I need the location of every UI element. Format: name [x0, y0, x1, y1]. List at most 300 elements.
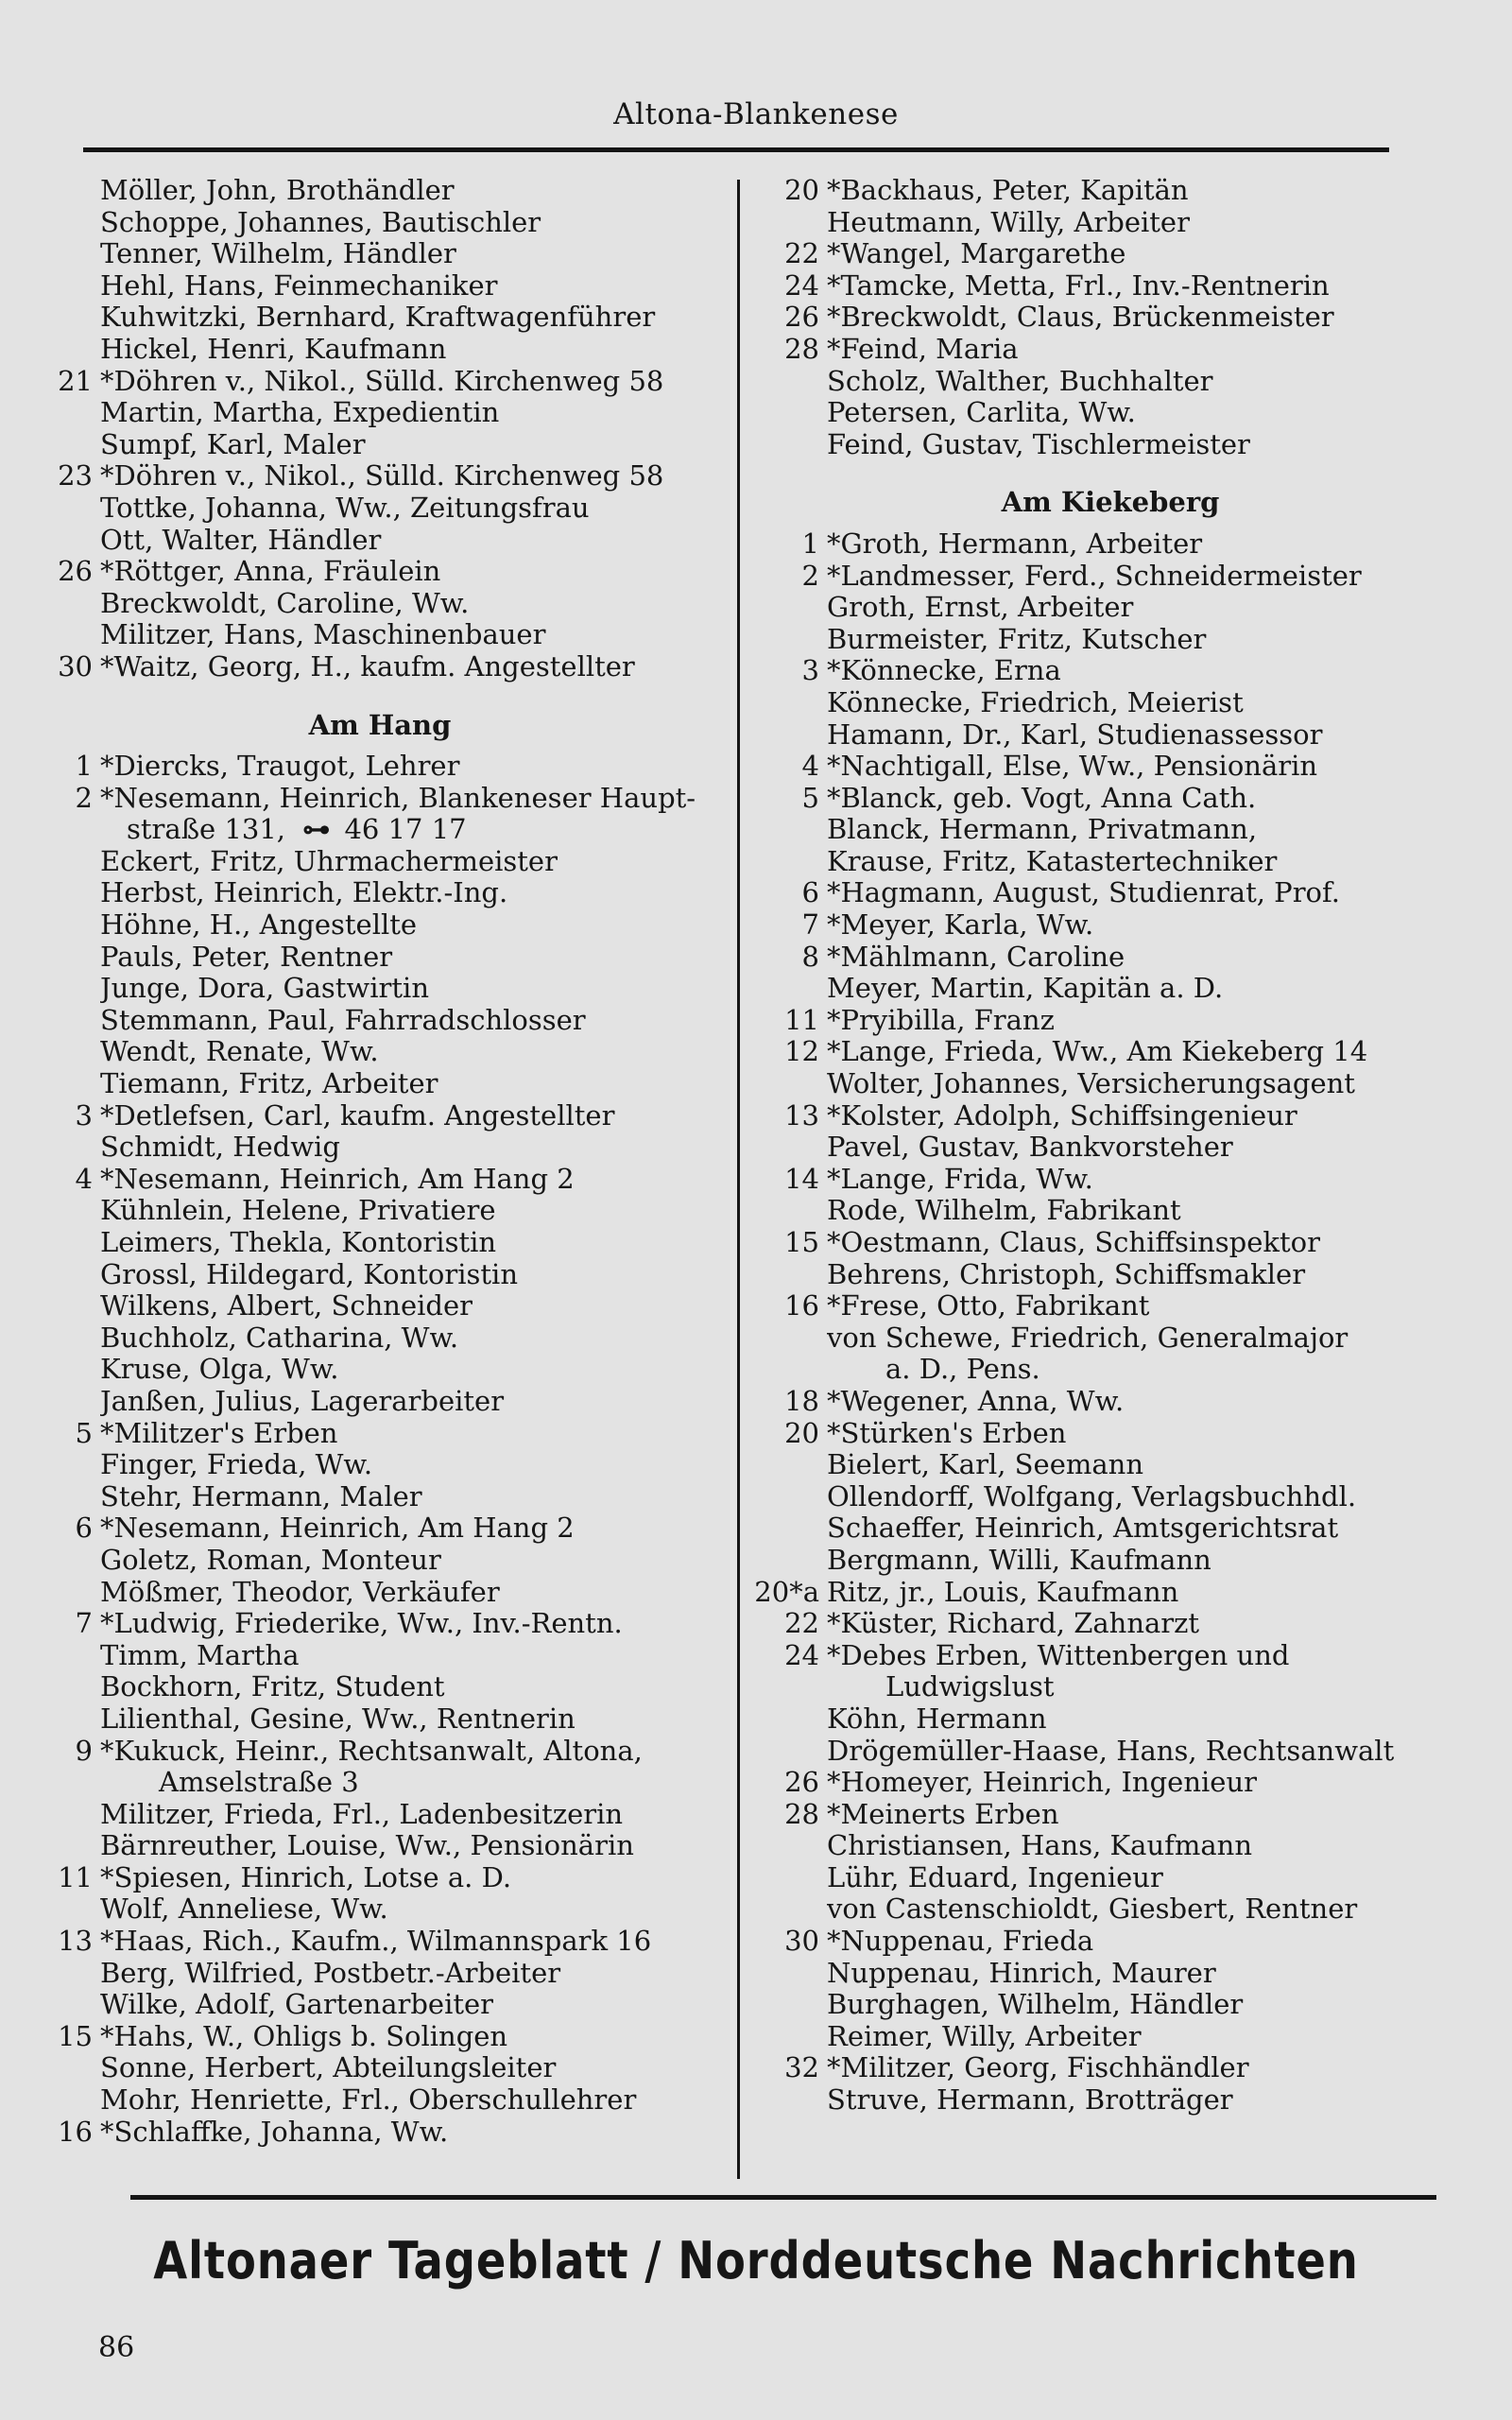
resident-text: Timm, Martha	[100, 1639, 300, 1671]
resident-text: *Hahs, W., Ohligs b. Solingen	[100, 2020, 508, 2052]
resident-text: *Röttger, Anna, Fräulein	[100, 556, 441, 588]
resident-text: *Blanck, geb. Vogt, Anna Cath.	[827, 782, 1257, 814]
resident-text: Sumpf, Karl, Maler	[100, 428, 366, 460]
house-number	[751, 429, 827, 461]
list-item	[751, 2052, 1469, 2084]
house-number	[751, 1958, 827, 1990]
resident-text: Nuppenau, Hinrich, Maurer	[827, 1957, 1216, 1989]
list-item	[49, 302, 711, 334]
resident-text: *Nuppenau, Frieda	[827, 1926, 1094, 1958]
house-number	[49, 1227, 100, 1259]
list-item	[49, 1703, 711, 1736]
resident-text: Wilke, Adolf, Gartenarbeiter	[100, 1989, 494, 2021]
resident-text: Mohr, Henriette, Frl., Oberschullehrer	[100, 2084, 637, 2117]
house-number	[751, 1481, 827, 1513]
list-item	[49, 207, 711, 239]
house-number	[751, 1068, 827, 1100]
list-item	[751, 1259, 1469, 1291]
house-number	[751, 1671, 827, 1703]
house-number: 22	[784, 1607, 819, 1640]
list-item	[751, 1068, 1469, 1100]
list-item	[49, 1767, 711, 1799]
resident-text: Ritz, jr., Louis, Kaufmann	[827, 1576, 1179, 1608]
house-number: 5	[801, 781, 819, 814]
resident-text: Höhne, H., Angestellte	[100, 909, 418, 942]
house-number	[49, 1354, 100, 1386]
resident-text: Sonne, Herbert, Abteilungsleiter	[100, 2052, 557, 2084]
resident-text: Buchholz, Catharina, Ww.	[100, 1322, 459, 1354]
house-number	[49, 334, 100, 366]
list-item	[751, 1671, 1469, 1703]
list-item	[751, 2021, 1469, 2053]
house-number	[751, 1703, 827, 1736]
house-number	[751, 1132, 827, 1164]
house-number	[751, 1322, 827, 1355]
list-item	[751, 397, 1469, 429]
house-number	[49, 1259, 100, 1291]
resident-text: Schoppe, Johannes, Bautischler	[100, 206, 541, 238]
list-item	[49, 1989, 711, 2021]
house-number	[49, 1799, 100, 1831]
resident-text: Hickel, Henri, Kaufmann	[100, 333, 447, 365]
house-number: 13	[58, 1925, 93, 1958]
resident-text: *Hagmann, August, Studienrat, Prof.	[827, 877, 1340, 909]
list-item	[751, 1926, 1469, 1958]
list-item	[49, 270, 711, 302]
house-number: 24	[784, 268, 819, 302]
resident-text: Christiansen, Hans, Kaufmann	[827, 1830, 1253, 1862]
house-number	[49, 1449, 100, 1481]
left-column	[49, 175, 711, 2148]
list-item	[751, 1418, 1469, 1450]
house-number	[49, 175, 100, 207]
resident-text: Ott, Walter, Händler	[100, 524, 382, 556]
list-item	[751, 1100, 1469, 1132]
list-item	[49, 942, 711, 974]
house-number	[49, 1703, 100, 1736]
list-item	[751, 1449, 1469, 1481]
resident-text: Kuhwitzki, Bernhard, Kraftwagenführer	[100, 302, 656, 334]
house-number: 16	[58, 2115, 93, 2148]
list-item	[751, 1862, 1469, 1894]
resident-text: Wolter, Johannes, Versicherungsagent	[827, 1068, 1355, 1100]
resident-text: Hamann, Dr., Karl, Studienassessor	[827, 718, 1323, 751]
resident-text: Bergmann, Willi, Kaufmann	[827, 1544, 1211, 1576]
resident-text: *Feind, Maria	[827, 333, 1019, 365]
house-number	[49, 942, 100, 974]
house-number: 22	[784, 237, 819, 270]
house-number	[751, 1830, 827, 1862]
house-number	[751, 2021, 827, 2053]
house-number	[751, 1545, 827, 1577]
house-number: 18	[784, 1384, 819, 1417]
resident-text: Feind, Gustav, Tischlermeister	[827, 428, 1250, 460]
list-item	[751, 1132, 1469, 1164]
list-item	[49, 909, 711, 942]
address-continuation: straße 131,	[127, 814, 286, 846]
list-item	[49, 1958, 711, 1990]
resident-text: Blanck, Hermann, Privatmann,	[827, 814, 1258, 846]
list-item	[49, 1893, 711, 1926]
list-item	[751, 366, 1469, 398]
list-item	[49, 814, 711, 846]
list-item	[751, 1640, 1469, 1672]
list-item	[751, 655, 1469, 687]
left-entries-c	[49, 846, 711, 2148]
house-number	[49, 1290, 100, 1322]
resident-text: Scholz, Walther, Buchhalter	[827, 365, 1213, 397]
house-number: 21	[58, 364, 93, 397]
resident-text: Bielert, Karl, Seemann	[827, 1449, 1144, 1481]
resident-text: Grossl, Hildegard, Kontoristin	[100, 1258, 519, 1290]
resident-text: Bockhorn, Fritz, Student	[100, 1671, 445, 1703]
resident-text: *Könnecke, Erna	[827, 655, 1061, 687]
house-number	[49, 238, 100, 270]
resident-text: Kruse, Olga, Ww.	[100, 1354, 339, 1386]
house-number	[751, 397, 827, 429]
list-item	[49, 1227, 711, 1259]
house-number	[751, 624, 827, 656]
list-item	[751, 814, 1469, 846]
left-entries-a	[49, 175, 711, 683]
resident-text: *Nachtigall, Else, Ww., Pensionärin	[827, 751, 1318, 783]
list-item	[751, 207, 1469, 239]
resident-text: a. D., Pens.	[885, 1354, 1040, 1386]
list-item	[49, 1449, 711, 1481]
resident-text: *Meinerts Erben	[827, 1798, 1059, 1830]
house-number: 20*a	[754, 1575, 819, 1608]
house-number: 2	[801, 559, 819, 592]
resident-text: Amselstraße 3	[159, 1767, 359, 1799]
house-number	[751, 1449, 827, 1481]
resident-text: *Mählmann, Caroline	[827, 941, 1125, 973]
list-item	[49, 1545, 711, 1577]
resident-text: Leimers, Thekla, Kontoristin	[100, 1227, 497, 1258]
footer-rule	[130, 2195, 1436, 2200]
list-item	[49, 973, 711, 1005]
house-number	[751, 1736, 827, 1768]
resident-text: Pauls, Peter, Rentner	[100, 941, 393, 973]
resident-text: Tiemann, Fritz, Arbeiter	[100, 1068, 438, 1100]
resident-text: Behrens, Christoph, Schiffsmakler	[827, 1258, 1306, 1290]
list-item	[751, 1322, 1469, 1355]
house-number	[49, 1640, 100, 1672]
resident-text: Stemmann, Paul, Fahrradschlosser	[100, 1004, 586, 1036]
page-header-title: Altona-Blankenese	[613, 97, 899, 131]
resident-text: Heutmann, Willy, Arbeiter	[827, 206, 1190, 238]
house-number	[49, 909, 100, 942]
resident-text: Struve, Hermann, Brotträger	[827, 2084, 1233, 2117]
house-number	[49, 302, 100, 334]
house-number: 5	[75, 1416, 93, 1449]
list-item	[751, 1703, 1469, 1736]
house-number: 8	[801, 940, 819, 973]
page-number: 86	[98, 2331, 135, 2364]
list-item	[49, 397, 711, 429]
resident-text: *Breckwoldt, Claus, Brückenmeister	[827, 302, 1334, 334]
resident-text: Petersen, Carlita, Ww.	[827, 397, 1136, 429]
house-number	[49, 1830, 100, 1862]
resident-text: *Waitz, Georg, H., kaufm. Angestellter	[100, 650, 635, 683]
list-item	[751, 783, 1469, 815]
list-item	[751, 1830, 1469, 1862]
resident-text: Lühr, Eduard, Ingenieur	[827, 1861, 1163, 1893]
house-number	[49, 1958, 100, 1990]
house-number: 11	[58, 1860, 93, 1893]
list-item	[49, 1608, 711, 1640]
house-number: 15	[58, 2019, 93, 2052]
resident-text: Schaeffer, Heinrich, Amtsgerichtsrat	[827, 1512, 1339, 1545]
resident-text: Wolf, Anneliese, Ww.	[100, 1893, 388, 1926]
resident-text: Berg, Wilfried, Postbetr.-Arbeiter	[100, 1957, 561, 1989]
house-number	[751, 814, 827, 846]
list-item	[49, 366, 711, 398]
list-item	[751, 1227, 1469, 1259]
list-item	[751, 719, 1469, 752]
list-item	[751, 1290, 1469, 1322]
resident-text: *Militzer's Erben	[100, 1417, 338, 1449]
house-number: 1	[801, 527, 819, 560]
list-item	[49, 1481, 711, 1513]
resident-text: *Wangel, Margarethe	[827, 238, 1126, 270]
list-item	[49, 238, 711, 270]
resident-text-continuation	[100, 814, 711, 846]
resident-text: *Döhren v., Nikol., Sülld. Kirchenweg 58	[100, 365, 664, 397]
resident-text: Wendt, Renate, Ww.	[100, 1036, 379, 1068]
resident-text: *Schlaffke, Johanna, Ww.	[100, 2116, 449, 2148]
house-number: 30	[784, 1925, 819, 1958]
resident-text: Militzer, Frieda, Frl., Ladenbesitzerin	[100, 1798, 624, 1830]
list-item	[49, 556, 711, 588]
list-item	[751, 624, 1469, 656]
right-entries-a	[751, 175, 1469, 460]
house-number	[49, 2084, 100, 2117]
list-item	[751, 909, 1469, 942]
resident-text: Bärnreuther, Louise, Ww., Pensionärin	[100, 1830, 634, 1862]
house-number	[751, 1354, 827, 1386]
house-number: 23	[58, 459, 93, 493]
house-number	[751, 1195, 827, 1227]
house-number: 13	[784, 1098, 819, 1132]
house-number	[751, 592, 827, 624]
resident-text: Drögemüller-Haase, Hans, Rechtsanwalt	[827, 1735, 1395, 1767]
list-item	[751, 1736, 1469, 1768]
resident-text: von Schewe, Friedrich, Generalmajor	[827, 1322, 1349, 1354]
right-column	[751, 175, 1469, 2117]
house-number	[49, 1386, 100, 1418]
list-item	[49, 1132, 711, 1164]
house-number	[49, 877, 100, 909]
house-number	[49, 493, 100, 525]
list-item	[751, 751, 1469, 783]
house-number	[751, 207, 827, 239]
resident-text: Kühnlein, Helene, Privatiere	[100, 1195, 496, 1227]
list-item	[49, 877, 711, 909]
house-number: 4	[801, 750, 819, 783]
resident-text: von Castenschioldt, Giesbert, Rentner	[827, 1893, 1358, 1926]
resident-text: *Haas, Rich., Kaufm., Wilmannspark 16	[100, 1926, 652, 1958]
resident-text: Ludwigslust	[885, 1671, 1055, 1703]
house-number	[751, 1862, 827, 1894]
list-item	[751, 1036, 1469, 1068]
resident-text: Burmeister, Fritz, Kutscher	[827, 623, 1207, 655]
list-item	[751, 270, 1469, 302]
resident-text: *Militzer, Georg, Fischhändler	[827, 2052, 1249, 2084]
house-number	[49, 429, 100, 461]
house-number	[751, 1512, 827, 1545]
right-entries-b	[751, 528, 1469, 2117]
house-number	[49, 1195, 100, 1227]
list-item	[751, 1577, 1469, 1609]
house-number: 12	[784, 1035, 819, 1068]
list-item	[49, 1862, 711, 1894]
resident-text: *Nesemann, Heinrich, Am Hang 2	[100, 1163, 575, 1195]
list-item	[751, 1164, 1469, 1196]
list-item	[751, 1386, 1469, 1418]
house-number	[49, 588, 100, 620]
house-number	[49, 973, 100, 1005]
list-item	[49, 1290, 711, 1322]
resident-text: Reimer, Willy, Arbeiter	[827, 2020, 1142, 2052]
list-item	[751, 846, 1469, 878]
resident-text: *Lange, Frida, Ww.	[827, 1163, 1093, 1195]
resident-text: *Landmesser, Ferd., Schneidermeister	[827, 560, 1362, 592]
list-item	[751, 2084, 1469, 2117]
resident-text: Martin, Martha, Expedientin	[100, 397, 500, 429]
list-item	[751, 592, 1469, 624]
resident-text: *Wegener, Anna, Ww.	[827, 1385, 1125, 1417]
house-number: 16	[784, 1289, 819, 1322]
resident-text: Finger, Frieda, Ww.	[100, 1449, 373, 1481]
list-item	[751, 1354, 1469, 1386]
street-heading-am-kiekeberg: Am Kiekeberg	[1001, 486, 1220, 519]
house-number	[49, 1322, 100, 1355]
list-item	[751, 1608, 1469, 1640]
resident-text: *Nesemann, Heinrich, Blankeneser Haupt-	[100, 782, 696, 814]
house-number: 30	[58, 649, 93, 683]
list-item	[49, 1354, 711, 1386]
list-item	[49, 1259, 711, 1291]
list-item	[751, 1767, 1469, 1799]
list-item	[751, 1512, 1469, 1545]
list-item	[751, 1958, 1469, 1990]
resident-text: Tenner, Wilhelm, Händler	[100, 238, 456, 270]
house-number: 7	[801, 908, 819, 942]
house-number	[49, 1989, 100, 2021]
resident-text: Lilienthal, Gesine, Ww., Rentnerin	[100, 1703, 576, 1735]
list-item	[49, 2052, 711, 2084]
list-item	[49, 1736, 711, 1768]
resident-text: Eckert, Fritz, Uhrmachermeister	[100, 845, 558, 877]
resident-text: *Diercks, Traugot, Lehrer	[100, 751, 460, 783]
list-item	[49, 651, 711, 683]
house-number	[751, 366, 827, 398]
house-number	[49, 1481, 100, 1513]
resident-text: *Ludwig, Friederike, Ww., Inv.-Rentn.	[100, 1608, 623, 1640]
house-number	[49, 207, 100, 239]
column-divider	[737, 180, 740, 2179]
list-item	[49, 429, 711, 461]
resident-text: Groth, Ernst, Arbeiter	[827, 592, 1134, 624]
list-item	[751, 561, 1469, 593]
list-item	[49, 334, 711, 366]
list-item	[751, 687, 1469, 719]
house-number: 7	[75, 1607, 93, 1640]
list-item	[49, 1322, 711, 1355]
house-number	[751, 1893, 827, 1926]
house-number: 32	[784, 2051, 819, 2084]
list-item	[49, 1640, 711, 1672]
house-number	[751, 1259, 827, 1291]
house-number: 26	[58, 555, 93, 588]
list-item	[49, 751, 711, 783]
resident-text: Janßen, Julius, Lagerarbeiter	[100, 1385, 505, 1417]
house-number	[49, 1893, 100, 1926]
house-number	[751, 2084, 827, 2117]
list-item	[751, 175, 1469, 207]
house-number	[49, 1036, 100, 1068]
list-item	[751, 1481, 1469, 1513]
list-item	[49, 1386, 711, 1418]
list-item	[751, 1799, 1469, 1831]
list-item	[49, 1830, 711, 1862]
list-item	[49, 2021, 711, 2053]
house-number: 2	[75, 781, 93, 814]
resident-text: Stehr, Hermann, Maler	[100, 1480, 422, 1512]
header-rule	[83, 147, 1389, 152]
house-number	[751, 719, 827, 752]
resident-text: *Spiesen, Hinrich, Lotse a. D.	[100, 1861, 512, 1893]
list-item	[49, 1100, 711, 1132]
house-number	[49, 525, 100, 557]
house-number	[49, 1005, 100, 1037]
resident-text: Wilkens, Albert, Schneider	[100, 1290, 472, 1322]
list-item	[49, 1068, 711, 1100]
resident-text: Herbst, Heinrich, Elektr.-Ing.	[100, 877, 508, 909]
house-number	[751, 973, 827, 1005]
house-number: 3	[75, 1098, 93, 1132]
house-number: 1	[75, 750, 93, 783]
house-number: 6	[75, 1512, 93, 1545]
resident-text: *Stürken's Erben	[827, 1417, 1067, 1449]
house-number: 26	[784, 1766, 819, 1799]
resident-text: Rode, Wilhelm, Fabrikant	[827, 1195, 1181, 1227]
list-item	[751, 302, 1469, 334]
resident-text: Goletz, Roman, Monteur	[100, 1544, 441, 1576]
house-number: 6	[801, 876, 819, 909]
list-item	[49, 1926, 711, 1958]
resident-text: Könnecke, Friedrich, Meierist	[827, 686, 1244, 718]
resident-text: Burghagen, Wilhelm, Händler	[827, 1989, 1244, 2021]
resident-text: Krause, Fritz, Katastertechniker	[827, 845, 1278, 877]
list-item	[49, 619, 711, 651]
resident-text: Ollendorff, Wolfgang, Verlagsbuchhdl.	[827, 1480, 1357, 1512]
resident-text: Möller, John, Brothändler	[100, 175, 455, 206]
list-item	[751, 429, 1469, 461]
house-number	[49, 1671, 100, 1703]
list-item	[751, 238, 1469, 270]
house-number	[49, 397, 100, 429]
list-item	[49, 1799, 711, 1831]
house-number	[49, 846, 100, 878]
list-item	[49, 175, 711, 207]
list-item	[751, 1893, 1469, 1926]
house-number	[49, 2052, 100, 2084]
list-item	[49, 1512, 711, 1545]
phone-number: 46 17 17	[344, 814, 467, 846]
resident-text: *Oestmann, Claus, Schiffsinspektor	[827, 1227, 1320, 1258]
house-number: 26	[784, 301, 819, 334]
